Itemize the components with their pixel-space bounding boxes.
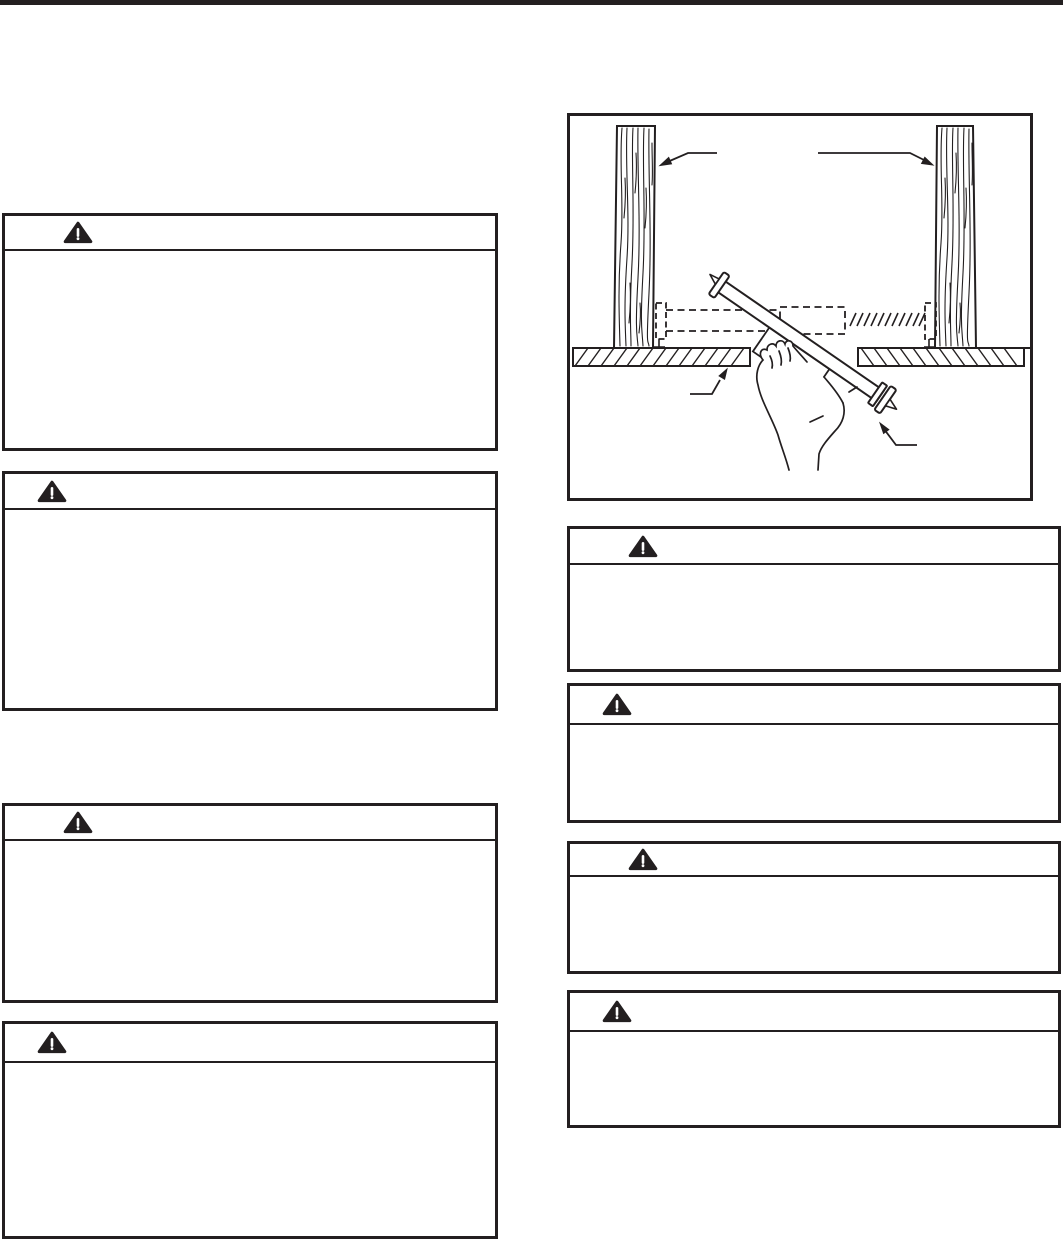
- warning-box-right-3: [567, 841, 1061, 974]
- warning-body: [5, 510, 495, 526]
- warning-box-header: [5, 1024, 495, 1063]
- warning-box-header: [5, 806, 495, 841]
- warning-box-right-2: [567, 683, 1061, 823]
- warning-box-left-1: [2, 213, 498, 451]
- warning-body: [5, 841, 495, 857]
- warning-box-header: [570, 686, 1058, 725]
- warning-box-header: [570, 993, 1058, 1032]
- warning-body: [570, 1032, 1058, 1048]
- warning-body: [5, 251, 495, 267]
- right-joist: [935, 126, 976, 348]
- warning-box-header: [570, 844, 1058, 877]
- warning-box-header: [570, 529, 1058, 565]
- warning-triangle-icon: [37, 480, 67, 503]
- warning-box-left-2: [2, 471, 498, 711]
- warning-box-left-3: [2, 803, 498, 1003]
- installation-figure-drawing: [567, 113, 1033, 501]
- warning-body: [5, 1063, 495, 1079]
- warning-body: [570, 877, 1058, 893]
- page-top-rule: [0, 0, 1063, 5]
- ceiling-drywall-left: [573, 348, 750, 366]
- warning-triangle-icon: [628, 848, 658, 871]
- left-joist: [614, 126, 655, 348]
- warning-triangle-icon: [63, 221, 93, 244]
- warning-box-header: [5, 216, 495, 251]
- warning-box-right-4: [567, 990, 1061, 1128]
- warning-body: [570, 565, 1058, 581]
- warning-triangle-icon: [37, 1031, 67, 1054]
- installation-figure: [567, 113, 1033, 501]
- warning-box-header: [5, 474, 495, 510]
- ceiling-drywall-right: [858, 348, 1031, 366]
- warning-box-right-1: [567, 526, 1061, 672]
- warning-triangle-icon: [63, 811, 93, 834]
- warning-triangle-icon: [628, 535, 658, 558]
- warning-triangle-icon: [602, 693, 632, 716]
- warning-body: [570, 725, 1058, 741]
- warning-box-left-4: [2, 1021, 498, 1239]
- warning-triangle-icon: [602, 1000, 632, 1023]
